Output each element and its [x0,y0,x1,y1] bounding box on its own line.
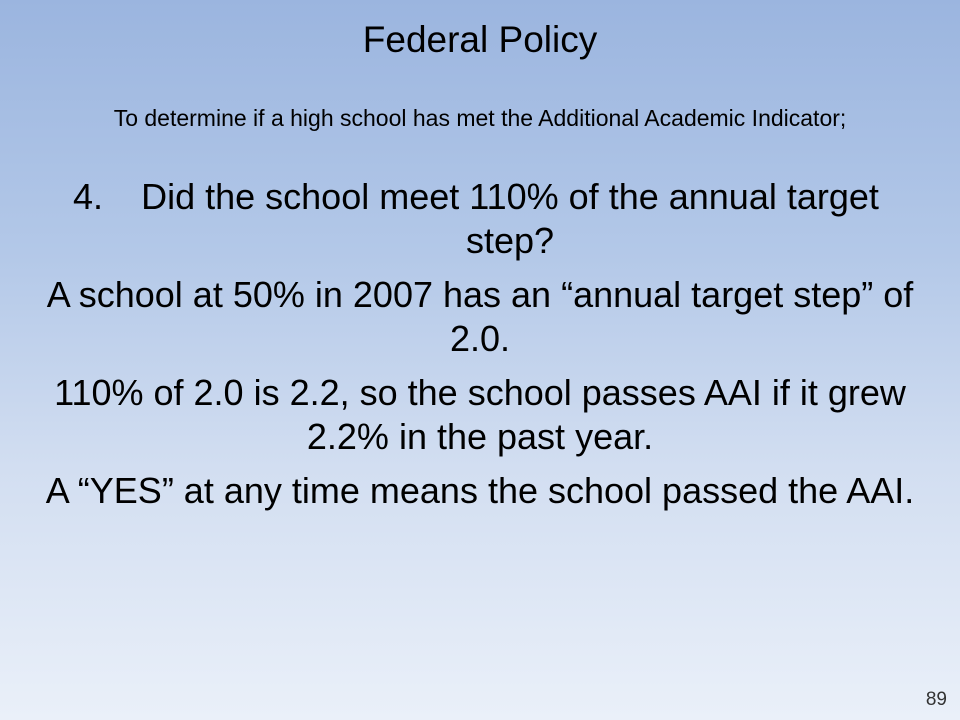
page-number: 89 [925,689,947,710]
slide-title: Federal Policy [362,19,598,60]
slide-body [28,175,932,523]
paragraph-110-percent: 110% of 2.0 is 2.2, so the school passes AAI if it grew 2.2% in the past year. [54,372,906,457]
item-question: Did the school meet 110% of the annual target step? [141,176,879,261]
paragraph-yes-passed: A “YES” at any time means the school passed the AAI. [45,470,915,511]
item-number: 4. [72,176,103,217]
paragraph-annual-target-step: A school at 50% in 2007 has an “annual target step” of 2.0. [46,274,914,359]
slide-subtitle: To determine if a high school has met the Additional Academic Indicator; [113,105,847,131]
numbered-item [28,175,932,263]
